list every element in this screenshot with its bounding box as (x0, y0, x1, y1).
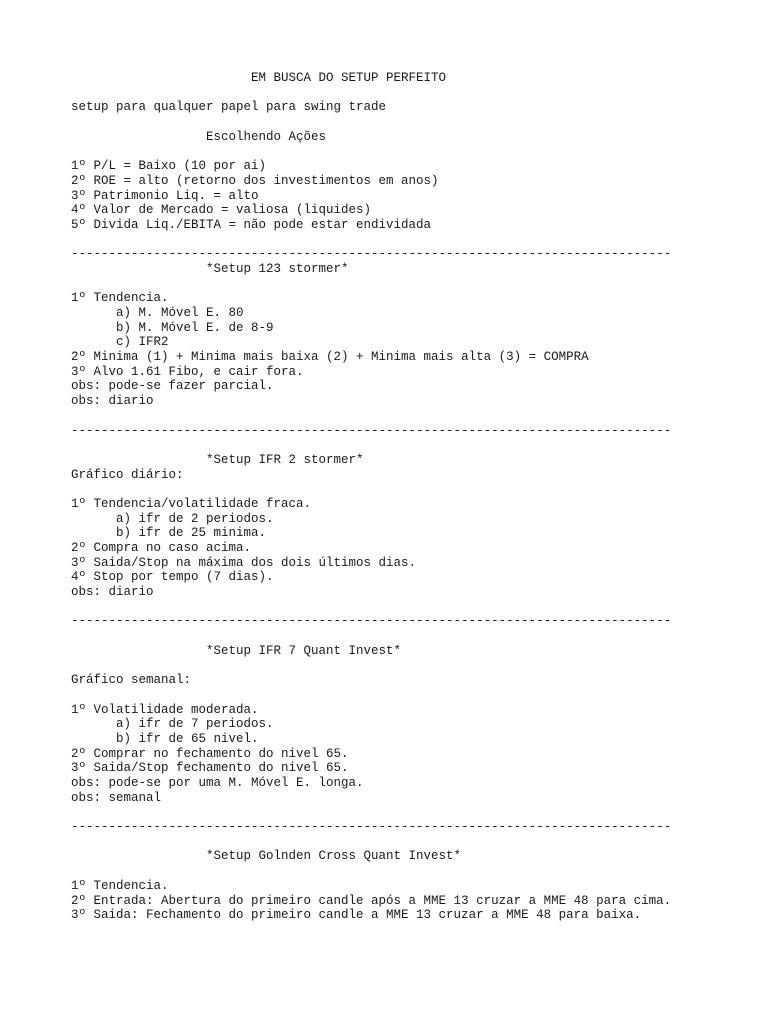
text-line (71, 688, 671, 703)
text-line: 4º Valor de Mercado = valiosa (liquides) (71, 203, 372, 218)
text-line: 1º Tendencia. (71, 878, 169, 893)
document-body (71, 71, 671, 923)
text-line: b) ifr de 25 minima. (71, 526, 267, 541)
text-line: obs: diario (71, 585, 154, 600)
text-line: 1º Tendencia. (71, 291, 169, 306)
text-line: setup para qualquer papel para swing trade (71, 100, 387, 115)
text-line: 3º Saida/Stop fechamento do nivel 65. (71, 761, 349, 776)
text-line (71, 805, 671, 820)
text-line: 4º Stop por tempo (7 dias). (71, 570, 274, 585)
text-line: obs: semanal (71, 790, 162, 805)
text-line: 5º Divida Liq./EBITA = não pode estar endividada (71, 217, 432, 232)
text-line: Gráfico diário: (71, 467, 184, 482)
text-line (71, 277, 671, 292)
text-line: 1º Tendencia/volatilidade fraca. (71, 496, 312, 511)
text-line (71, 144, 671, 159)
text-line: obs: diario (71, 394, 154, 409)
text-line: a) ifr de 2 periodos. (71, 511, 274, 526)
text-line: -------------------------------------------------------------------------------- (71, 247, 672, 262)
text-line: 2º Entrada: Abertura do primeiro candle após a MME 13 cruzar a MME 48 para cima. (71, 893, 672, 908)
text-line: 3º Saida/Stop na máxima dos dois últimos dias. (71, 555, 417, 570)
text-line: a) ifr de 7 periodos. (71, 717, 274, 732)
text-line: 3º Alvo 1.61 Fibo, e cair fora. (71, 364, 304, 379)
text-line: c) IFR2 (71, 335, 169, 350)
text-line: 2º Minima (1) + Minima mais baixa (2) + Minima mais alta (3) = COMPRA (71, 350, 589, 365)
text-line: b) ifr de 65 nivel. (71, 731, 259, 746)
text-line: obs: pode-se fazer parcial. (71, 379, 274, 394)
text-line (71, 482, 671, 497)
text-line (71, 629, 671, 644)
text-line (71, 409, 671, 424)
text-line: *Setup IFR 2 stormer* (71, 452, 364, 467)
text-line (71, 438, 671, 453)
text-line: 2º Compra no caso acima. (71, 541, 252, 555)
text-line: 1º Volatilidade moderada. (71, 702, 259, 717)
text-line: 3º Patrimonio Liq. = alto (71, 188, 259, 203)
text-line (71, 835, 671, 850)
text-line: -------------------------------------------------------------------------------- (71, 423, 672, 438)
text-line: *Setup Golnden Cross Quant Invest* (71, 849, 462, 864)
text-line: 2º Comprar no fechamento do nivel 65. (71, 746, 349, 761)
text-line: 3º Saida: Fechamento do primeiro candle a MME 13 cruzar a MME 48 para baixa. (71, 908, 642, 923)
text-line: 2º ROE = alto (retorno dos investimentos em anos) (71, 173, 439, 188)
text-line (71, 233, 671, 248)
text-line (71, 600, 671, 615)
text-line (71, 115, 671, 130)
text-line: Gráfico semanal: (71, 673, 192, 688)
text-line: *Setup IFR 7 Quant Invest* (71, 643, 402, 658)
text-line: 1º P/L = Baixo (10 por ai) (71, 159, 267, 174)
text-line: -------------------------------------------------------------------------------- (71, 614, 672, 629)
text-line: *Setup 123 stormer* (71, 261, 349, 276)
text-line: obs: pode-se por uma M. Móvel E. longa. (71, 776, 364, 790)
text-line: -------------------------------------------------------------------------------- (71, 820, 672, 835)
text-line: Escolhendo Ações (71, 129, 327, 144)
text-line (71, 864, 671, 879)
text-line (71, 659, 671, 674)
text-line: b) M. Móvel E. de 8-9 (71, 320, 274, 335)
text-line: a) M. Móvel E. 80 (71, 306, 244, 320)
text-line: EM BUSCA DO SETUP PERFEITO (71, 71, 447, 85)
text-line (71, 86, 671, 101)
